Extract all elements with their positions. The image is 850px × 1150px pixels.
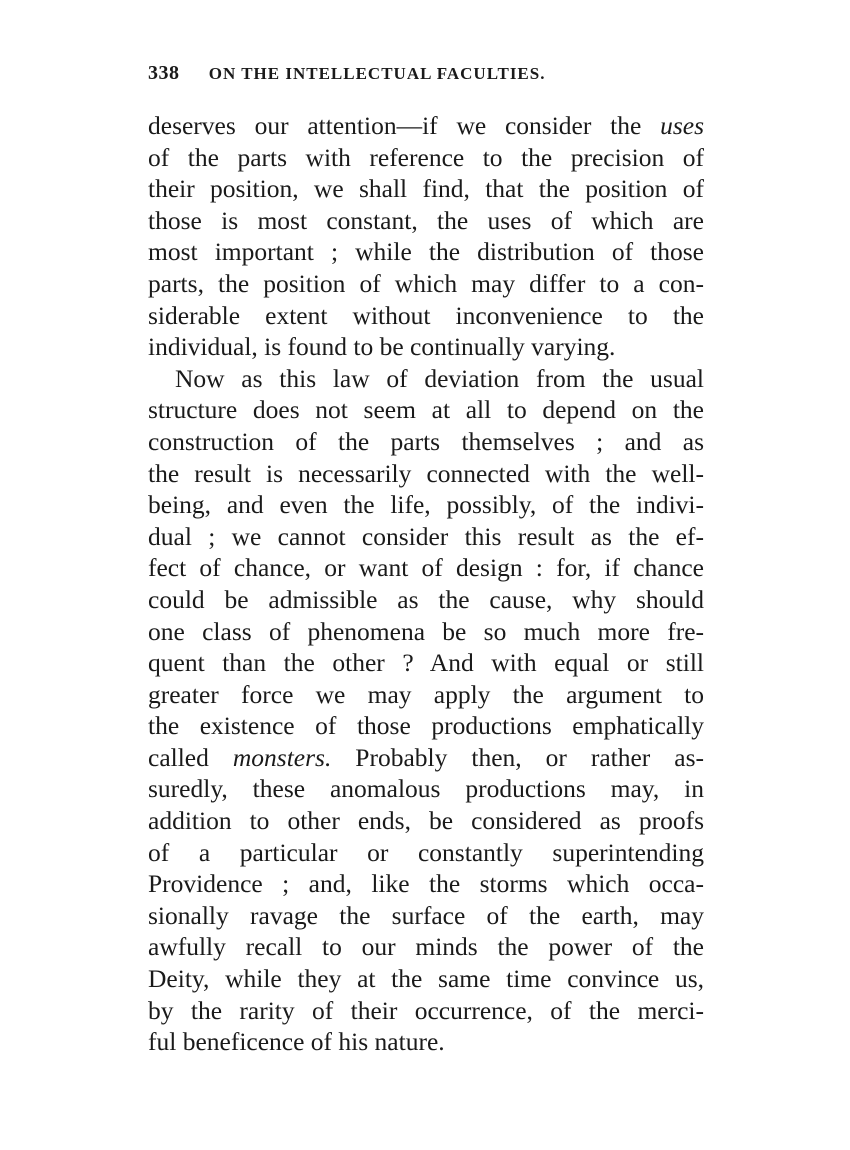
text-segment: the result is necessarily connected with the well- (148, 458, 704, 488)
text-segment: being, and even the life, possibly, of the indivi- (148, 490, 704, 520)
text-line (148, 268, 704, 300)
text-segment: the existence of those productions emphatically (148, 711, 704, 741)
text-line (148, 616, 704, 648)
book-page (148, 62, 704, 1058)
running-title: ON THE INTELLECTUAL FACULTIES. (208, 64, 546, 83)
text-segment: Deity, while they at the same time convince us, (148, 964, 704, 994)
text-line (148, 742, 704, 774)
text-line (148, 931, 704, 963)
text-segment: of the parts with reference to the precision of (148, 142, 704, 172)
text-line (148, 426, 704, 458)
text-segment: structure does not seem at all to depend on the (148, 395, 704, 425)
text-line (148, 1026, 704, 1058)
text-segment: parts, the position of which may differ to a con- (148, 268, 704, 298)
text-segment: ful beneficence of his nature. (148, 1027, 445, 1057)
text-segment: quent than the other ? And with equal or still (148, 648, 704, 678)
text-line (148, 489, 704, 521)
text-line (148, 837, 704, 869)
text-segment: construction of the parts themselves ; and as (148, 426, 704, 456)
italic-text: uses (660, 111, 704, 140)
page-number: 338 (148, 62, 180, 84)
text-segment: greater force we may apply the argument to (148, 679, 704, 709)
paragraph (148, 110, 704, 363)
text-segment: dual ; we cannot consider this result as the ef- (148, 521, 704, 551)
text-line (148, 394, 704, 426)
text-line (148, 236, 704, 268)
text-line (148, 142, 704, 174)
text-line (148, 363, 704, 395)
text-segment: by the rarity of their occurrence, of the merci- (148, 995, 704, 1025)
text-line (148, 205, 704, 237)
text-segment: siderable extent without inconvenience to the (148, 300, 704, 330)
text-line (148, 995, 704, 1027)
text-segment: most important ; while the distribution of those (148, 237, 704, 267)
text-line (148, 300, 704, 332)
text-line (148, 805, 704, 837)
text-segment: one class of phenomena be so much more fre- (148, 616, 704, 646)
text-line (148, 552, 704, 584)
text-segment: Providence ; and, like the storms which occa- (148, 869, 704, 899)
text-line (148, 110, 704, 142)
text-segment: Probably then, or rather as- (331, 742, 704, 772)
italic-text: monsters. (232, 742, 332, 772)
text-segment: of a particular or constantly superintending (148, 837, 704, 867)
text-segment: those is most constant, the uses of which are (148, 205, 704, 235)
text-line (148, 173, 704, 205)
text-line (148, 458, 704, 490)
text-line (148, 963, 704, 995)
text-segment: Now as this law of deviation from the usual (175, 363, 704, 393)
text-segment: could be admissible as the cause, why should (148, 584, 704, 614)
text-line (148, 331, 704, 363)
text-line (148, 900, 704, 932)
text-segment: addition to other ends, be considered as proofs (148, 806, 704, 836)
text-line (148, 647, 704, 679)
text-line (148, 868, 704, 900)
text-segment: sionally ravage the surface of the earth, may (148, 900, 704, 930)
text-line (148, 679, 704, 711)
text-segment: called (148, 742, 233, 772)
text-segment: suredly, these anomalous productions may, in (148, 774, 704, 804)
body-text (148, 110, 704, 1058)
text-segment: fect of chance, or want of design : for, if chance (148, 553, 704, 583)
text-line (148, 710, 704, 742)
running-head (148, 62, 704, 92)
text-line (148, 773, 704, 805)
text-line (148, 521, 704, 553)
text-segment: individual, is found to be continually varying. (148, 332, 616, 362)
text-segment: deserves our attention—if we consider the (148, 111, 661, 140)
text-line (148, 584, 704, 616)
paragraph (148, 363, 704, 1058)
text-segment: awfully recall to our minds the power of the (148, 932, 704, 962)
text-segment: their position, we shall find, that the position of (148, 174, 704, 204)
